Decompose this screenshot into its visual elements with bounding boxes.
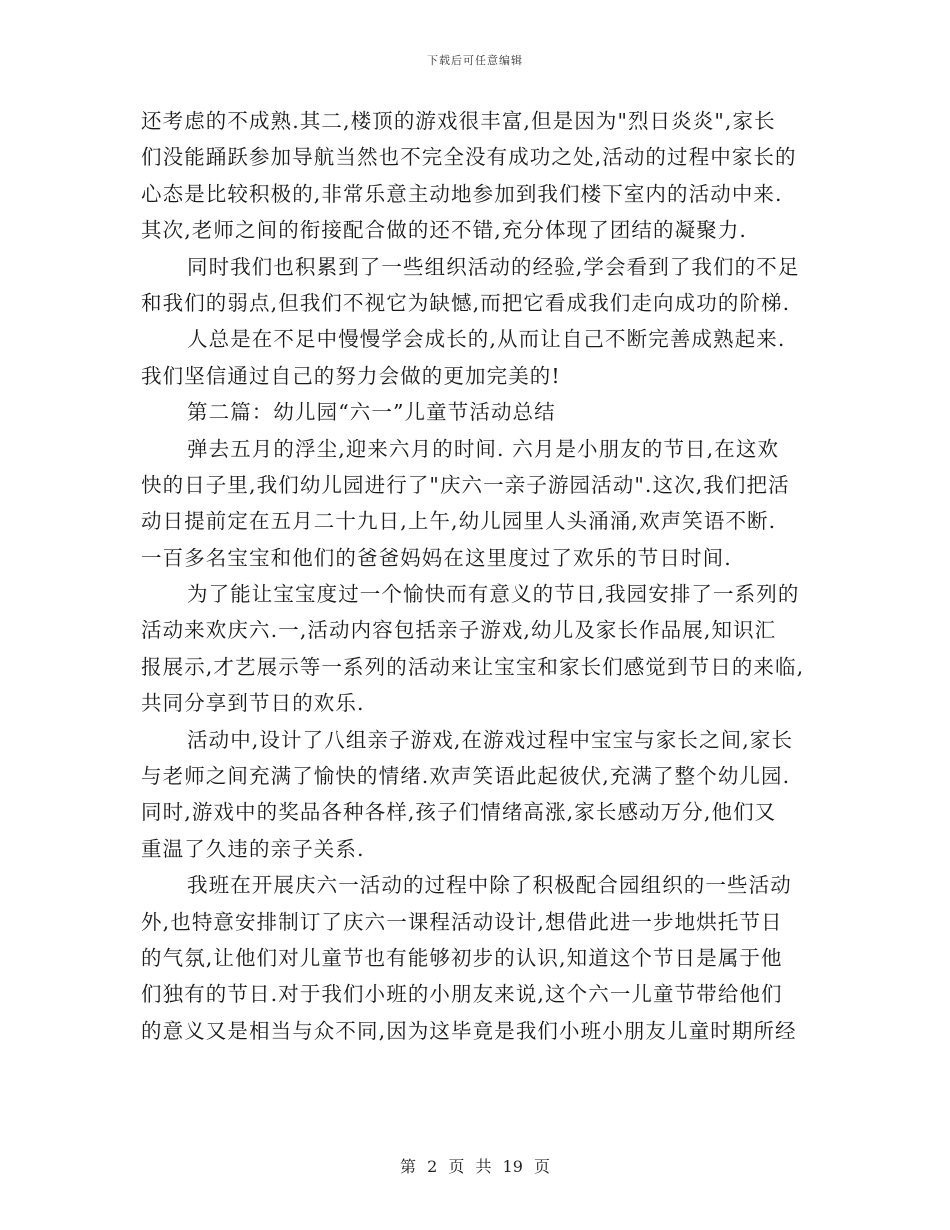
text-line: 的气氛,让他们对儿童节也有能够初步的认识,知道这个节日是属于他 [141,945,783,970]
text-line: 人总是在不足中慢慢学会成长的,从而让自己不断完善成熟起来. [187,327,786,352]
text-line: 与老师之间充满了愉快的情绪.欢声笑语此起彼伏,充满了整个幼儿园. [141,764,791,789]
text-line: 为了能让宝宝度过一个愉快而有意义的节日,我园安排了一系列的 [187,582,800,607]
text-line: 和我们的弱点,但我们不视它为缺憾,而把它看成我们走向成功的阶梯. [141,290,791,315]
document-body [141,103,813,1049]
text-line: 快的日子里,我们幼儿园进行了"庆六一亲子游园活动".这次,我们把活 [141,472,790,497]
text-line: 心态是比较积极的,非常乐意主动地参加到我们楼下室内的活动中来. [141,181,783,206]
text-line: 我班在开展庆六一活动的过程中除了积极配合园组织的一些活动 [187,873,792,898]
text-line: 弹去五月的浮尘,迎来六月的时间. 六月是小朋友的节日,在这欢 [187,436,780,461]
text-line: 还考虑的不成熟.其二,楼顶的游戏很丰富,但是因为"烈日炎炎",家长 [141,109,776,133]
page-number-footer: 第 2 页 共 19 页 [400,1157,550,1176]
text-line: 们没能踊跃参加导航当然也不完全没有成功之处,活动的过程中家长的 [141,145,797,170]
text-line: 同时我们也积累到了一些组织活动的经验,学会看到了我们的不足 [187,254,800,279]
text-line: 的意义又是相当与众不同,因为这毕竟是我们小班小朋友儿童时期所经 [141,1018,797,1043]
text-line: 第二篇：幼儿园“六一”儿童节活动总结 [187,400,556,425]
text-line: 们独有的节日.对于我们小班的小朋友来说,这个六一儿童节带给他们 [141,982,783,1007]
text-line: 活动中,设计了八组亲子游戏,在游戏过程中宝宝与家长之间,家长 [187,727,794,752]
text-line: 重温了久违的亲子关系. [141,836,365,861]
text-line: 共同分享到节日的欢乐. [141,691,365,716]
text-line: 活动来欢庆六.一,活动内容包括亲子游戏,幼儿及家长作品展,知识汇 [141,618,777,643]
text-line: 外,也特意安排制订了庆六一课程活动设计,想借此进一步地烘托节日 [141,909,783,934]
page-header: 下载后可任意编辑 [427,54,523,67]
text-line: 我们坚信通过自己的努力会做的更加完美的! [141,363,561,388]
text-line: 动日提前定在五月二十九日,上午,幼儿园里人头涌涌,欢声笑语不断. [141,509,777,534]
text-line: 其次,老师之间的衔接配合做的还不错,充分体现了团结的凝聚力. [141,218,748,243]
text-line: 报展示,才艺展示等一系列的活动来让宝宝和家长们感觉到节日的来临, [141,654,805,679]
text-line: 同时,游戏中的奖品各种各样,孩子们情绪高涨,家长感动万分,他们又 [141,800,777,825]
text-line: 一百多名宝宝和他们的爸爸妈妈在这里度过了欢乐的节日时间. [141,545,732,570]
